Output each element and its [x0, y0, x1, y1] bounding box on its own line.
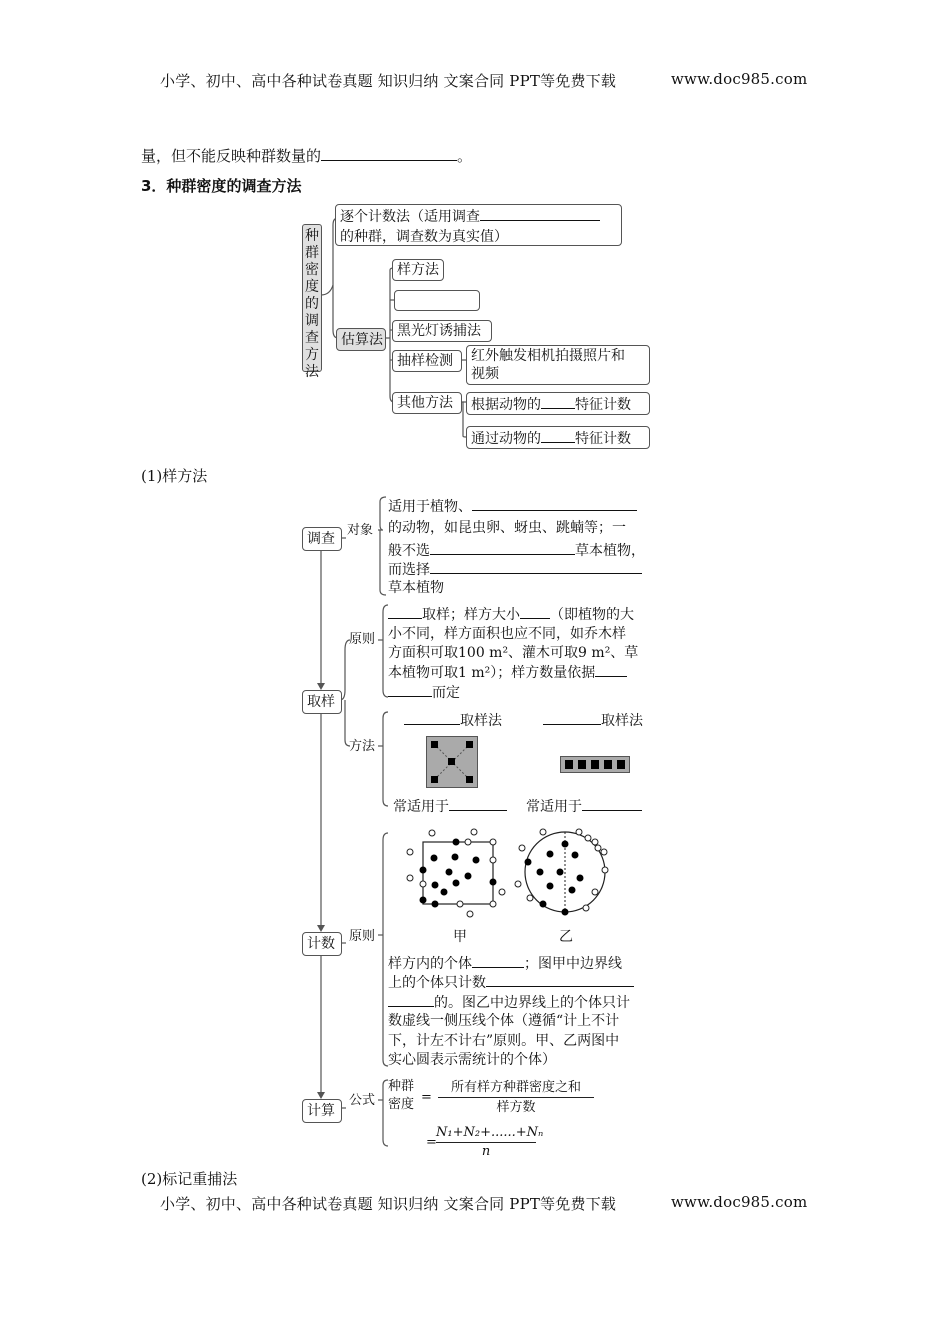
equals-1: = [421, 1090, 432, 1105]
cnt-text: 上的个体只计数 [388, 975, 486, 991]
answer-blank[interactable] [430, 540, 575, 555]
root-char: 度 [305, 279, 319, 295]
answer-blank[interactable] [543, 710, 601, 725]
use-1 [393, 796, 507, 817]
equals-2: = [426, 1135, 437, 1150]
node-survey: 调查 [302, 527, 342, 551]
answer-blank[interactable] [486, 972, 634, 987]
answer-blank[interactable] [472, 496, 637, 511]
node-blank-box[interactable] [394, 290, 480, 311]
obj-line-2: 的动物，如昆虫卵、蚜虫、跳蝻等；一 [388, 520, 626, 536]
figure-yi-label: 乙 [559, 929, 573, 945]
answer-blank[interactable] [541, 394, 575, 409]
intro-end: 。 [457, 147, 473, 165]
method-text: 取样法 [460, 713, 502, 729]
answer-blank[interactable] [404, 710, 460, 725]
label-object: 对象 [347, 523, 374, 538]
answer-blank[interactable] [388, 682, 432, 697]
obj-line-1 [388, 496, 637, 517]
root-node-density-methods [302, 224, 322, 380]
cnt-line-6: 实心圆表示需统计的个体） [388, 1052, 556, 1068]
method-text: 取样法 [601, 713, 643, 729]
by-animal-a: 根据动物的 [471, 397, 541, 413]
cnt-text: ；图甲中边界线 [524, 956, 622, 972]
pr-line-5 [388, 682, 460, 703]
pr-line-2: 小不同，样方面积也应不同，如乔木样 [388, 626, 626, 642]
obj-text: 般不选 [388, 543, 430, 559]
pr-line-4 [388, 662, 627, 683]
obj-line-3 [388, 540, 645, 561]
use-text: 常适用于 [526, 799, 582, 815]
cnt-line-2 [388, 972, 634, 993]
five-point-sampling-diagram [426, 736, 478, 788]
footer-ad-text: 小学、初中、高中各种试卷真题 知识归纳 文案合同 PPT等免费下载 [160, 1195, 617, 1213]
label-method: 方法 [349, 739, 376, 754]
answer-blank[interactable] [388, 604, 422, 619]
answer-blank[interactable] [520, 604, 550, 619]
formula-numerator: 所有样方种群密度之和 [438, 1079, 594, 1098]
through-animal-b: 特征计数 [575, 431, 631, 447]
density-b: 密度 [388, 1097, 415, 1112]
answer-blank[interactable] [472, 953, 524, 968]
pr-text: 取样；样方大小 [422, 607, 520, 623]
root-char: 群 [305, 245, 319, 261]
node-through-animal [466, 426, 650, 449]
answer-blank[interactable] [388, 992, 434, 1007]
answer-blank[interactable] [582, 796, 642, 811]
cnt-text: 样方内的个体 [388, 956, 472, 972]
header-ad-text: 小学、初中、高中各种试卷真题 知识归纳 文案合同 PPT等免费下载 [160, 72, 617, 90]
label-principle: 原则 [349, 632, 376, 647]
figure-yi [515, 829, 608, 916]
node-quadrat: 样方法 [392, 259, 444, 281]
formula-denominator: 样方数 [496, 1100, 536, 1115]
node-count: 计数 [302, 932, 342, 956]
section3-title: 3．种群密度的调查方法 [141, 177, 302, 195]
root-char: 查 [305, 330, 319, 346]
obj-line-4 [388, 559, 642, 580]
figure-jia [407, 829, 505, 917]
formula2-denominator: n [481, 1144, 491, 1159]
density-a: 种群 [388, 1079, 415, 1094]
node-sampling-test: 抽样检测 [392, 350, 462, 372]
node-light-trap: 黑光灯诱捕法 [392, 320, 492, 342]
node-sampling: 取样 [302, 690, 342, 714]
pr-text: 而定 [432, 685, 460, 701]
answer-blank[interactable] [595, 662, 627, 677]
root-char: 法 [305, 364, 319, 380]
density-label [388, 1078, 414, 1114]
obj-text: 而选择 [388, 562, 430, 578]
root-char: 密 [305, 262, 319, 278]
cnt-line-4: 数虚线一侧压线个体（遵循“计上不计 [388, 1013, 620, 1029]
camera-text-1: 红外触发相机拍摄照片和 [471, 348, 625, 364]
direct-count-text-2: 的种群，调查数为真实值） [340, 229, 508, 245]
by-animal-b: 特征计数 [575, 397, 631, 413]
camera-text-2: 视频 [471, 366, 499, 382]
use-text: 常适用于 [393, 799, 449, 815]
label-formula: 公式 [349, 1093, 376, 1108]
pr-line-3: 方面积可取100 m²、灌木可取9 m²、草 [388, 645, 639, 661]
footer-url: www.doc985.com [671, 1193, 808, 1211]
node-by-animal [466, 392, 650, 415]
pr-text: （即植物的大 [550, 607, 634, 623]
label-principle-2: 原则 [349, 929, 376, 944]
counting-figures [400, 822, 620, 922]
node-other-methods: 其他方法 [392, 392, 462, 414]
direct-count-text: 逐个计数法（适用调查 [340, 209, 480, 225]
root-char: 调 [305, 313, 319, 329]
figure-jia-label: 甲 [453, 929, 467, 945]
cnt-line-5: 下，计左不计右”原则。甲、乙两图中 [388, 1033, 620, 1049]
formula2-numerator: N₁+N₂+......+Nₙ [436, 1124, 536, 1143]
sub2-title: (2)标记重捕法 [141, 1170, 238, 1188]
cnt-line-1 [388, 953, 622, 974]
node-direct-count [335, 204, 622, 246]
header-url: www.doc985.com [671, 70, 808, 88]
sub1-title: (1)样方法 [141, 467, 208, 485]
obj-text: 草本植物， [575, 543, 645, 559]
root-char: 方 [305, 347, 319, 363]
answer-blank[interactable] [430, 559, 642, 574]
pr-text: 本植物可取1 m²）；样方数量依据 [388, 665, 596, 681]
intro-text: 量，但不能反映种群数量的 [141, 147, 322, 165]
node-calc: 计算 [302, 1099, 342, 1123]
answer-blank[interactable] [480, 206, 600, 221]
answer-blank[interactable] [449, 796, 507, 811]
node-camera [466, 345, 650, 385]
obj-text: 适用于植物、 [388, 499, 472, 515]
node-estimate: 估算法 [336, 328, 386, 351]
equidistant-sampling-diagram [560, 756, 630, 774]
cnt-line-3 [388, 992, 630, 1013]
use-2 [526, 796, 642, 817]
root-char: 种 [305, 228, 319, 244]
method-2-label [543, 710, 643, 731]
through-animal-a: 通过动物的 [471, 431, 541, 447]
pr-line-1 [388, 604, 634, 625]
cnt-text: 的。图乙中边界线上的个体只计 [434, 995, 630, 1011]
root-char: 的 [305, 296, 319, 312]
obj-line-5: 草本植物 [388, 580, 444, 596]
method-1-label [404, 710, 502, 731]
answer-blank[interactable] [541, 428, 575, 443]
